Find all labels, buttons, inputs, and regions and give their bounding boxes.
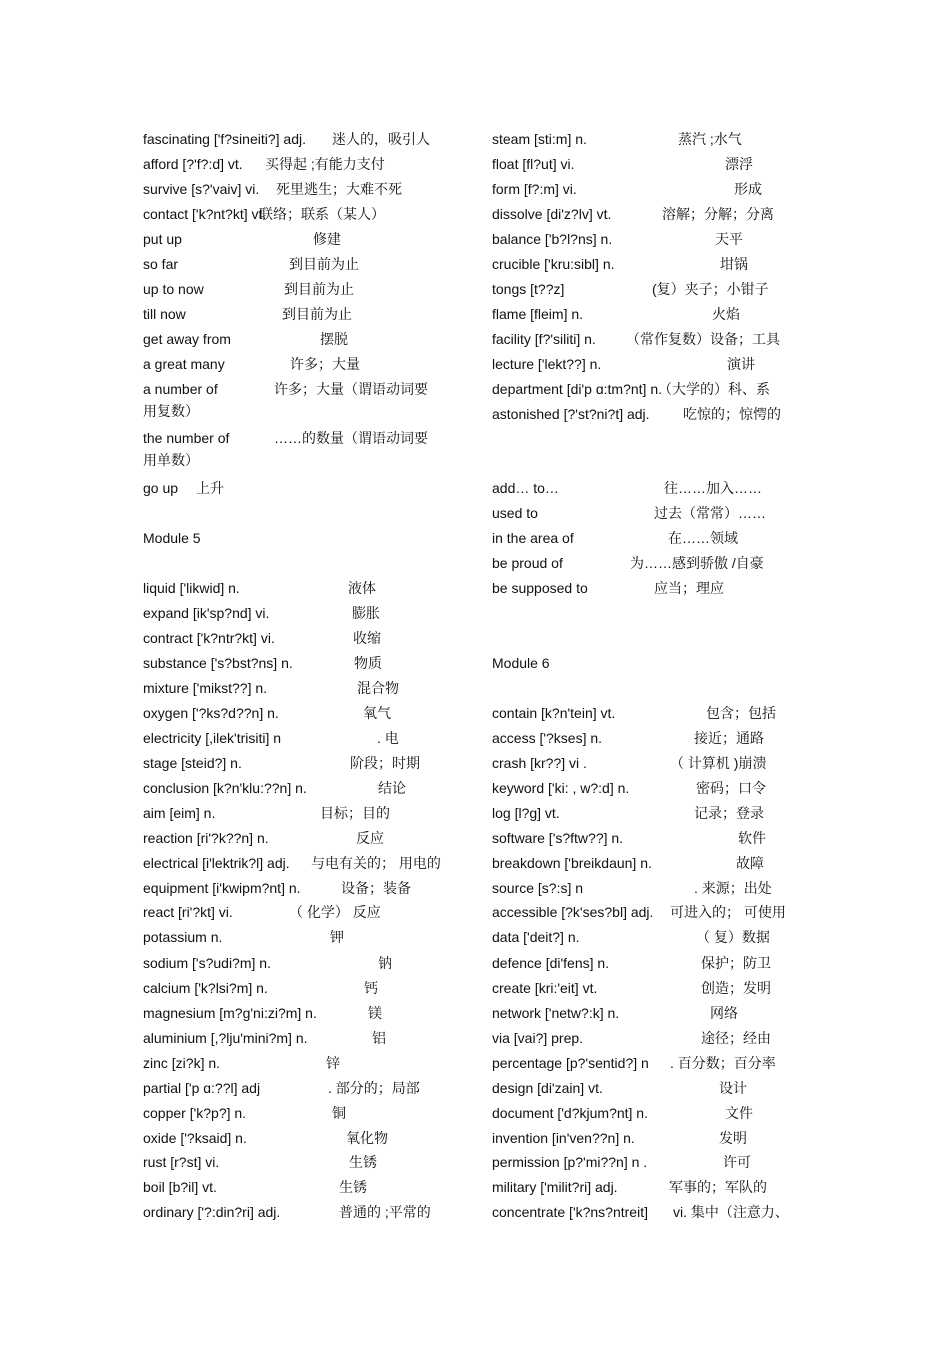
chinese-definition: 可进入的； 可使用 (670, 904, 786, 920)
chinese-definition: 保护；防卫 (701, 955, 771, 971)
english-term: partial ['p ɑ:??l] adj (143, 1080, 261, 1096)
chinese-definition: 接近；通路 (694, 730, 764, 746)
chinese-definition: 形成 (734, 181, 762, 197)
english-term: potassium n. (143, 929, 223, 945)
english-term: military ['milit?ri] adj. (492, 1179, 618, 1195)
english-term: contain [k?n'tein] vt. (492, 705, 616, 721)
english-term: design [di'zain] vt. (492, 1080, 603, 1096)
chinese-definition: 往……加入…… (664, 480, 762, 496)
chinese-definition: 军事的；军队的 (669, 1179, 767, 1195)
english-term: keyword ['ki: , w?:d] n. (492, 780, 630, 796)
chinese-definition: 修建 (313, 231, 341, 247)
chinese-definition: 锌 (326, 1055, 340, 1071)
english-term: astonished [?'st?ni?t] adj. (492, 406, 650, 422)
chinese-definition: 密码；口令 (696, 780, 766, 796)
english-term: equipment [i'kwipm?nt] n. (143, 880, 301, 896)
english-term: software ['s?ftw??] n. (492, 830, 624, 846)
english-term: defence [di'fens] n. (492, 955, 610, 971)
english-term: the number of (143, 430, 230, 446)
definition-continuation: 用单数） (143, 452, 199, 468)
english-term: aluminium [,?lju'mini?m] n. (143, 1030, 308, 1046)
chinese-definition: 买得起 ;有能力支付 (265, 156, 385, 172)
chinese-definition: 创造；发明 (701, 980, 771, 996)
chinese-definition: 上升 (196, 480, 224, 496)
chinese-definition: 蒸汽 ;水气 (678, 131, 742, 147)
chinese-definition: 发明 (719, 1130, 747, 1146)
english-term: add… to… (492, 480, 559, 496)
english-term: survive [s?'vaiv] vi. (143, 181, 260, 197)
chinese-definition: 钙 (364, 980, 378, 996)
english-term: breakdown ['breikdaun] n. (492, 855, 652, 871)
english-term: boil [b?il] vt. (143, 1179, 217, 1195)
chinese-definition: 摆脱 (320, 331, 348, 347)
chinese-definition: 吃惊的；惊愕的 (683, 406, 781, 422)
english-term: liquid ['likwid] n. (143, 580, 240, 596)
chinese-definition: 到目前为止 (289, 256, 359, 272)
chinese-definition: 物质 (354, 655, 382, 671)
english-term: create [kri:'eit] vt. (492, 980, 598, 996)
chinese-definition: 普通的 ;平常的 (339, 1204, 431, 1220)
english-term: contact ['k?nt?kt] vt. (143, 206, 267, 222)
chinese-definition: 网络 (710, 1005, 738, 1021)
chinese-definition: 迷人的，吸引人 (332, 131, 430, 147)
chinese-definition: 途径；经由 (701, 1030, 771, 1046)
chinese-definition: 故障 (736, 855, 764, 871)
chinese-definition: . 百分数；百分率 (670, 1055, 776, 1071)
english-term: afford [?'f?:d] vt. (143, 156, 243, 172)
english-term: dissolve [di'z?lv] vt. (492, 206, 612, 222)
chinese-definition: . 来源；出处 (694, 880, 772, 896)
chinese-definition: 火焰 (712, 306, 740, 322)
chinese-definition: 生锈 (339, 1179, 367, 1195)
chinese-definition: 演讲 (727, 356, 755, 372)
english-term: department [di'p ɑ:tm?nt] n. (492, 381, 662, 397)
english-term: access ['?kses] n. (492, 730, 603, 746)
english-term: mixture ['mikst??] n. (143, 680, 268, 696)
english-term: calcium ['k?lsi?m] n. (143, 980, 268, 996)
chinese-definition: 与电有关的； 用电的 (311, 855, 441, 871)
chinese-definition: 氧化物 (346, 1130, 388, 1146)
chinese-definition: 铜 (332, 1105, 346, 1121)
english-term: float [fl?ut] vi. (492, 156, 575, 172)
english-term: data ['deit?] n. (492, 929, 580, 945)
english-term: contract ['k?ntr?kt] vi. (143, 630, 275, 646)
chinese-definition: 漂浮 (725, 156, 753, 172)
english-term: be proud of (492, 555, 563, 571)
chinese-definition: 反应 (356, 830, 384, 846)
chinese-definition: 目标；目的 (320, 805, 390, 821)
english-term: ordinary ['?:din?ri] adj. (143, 1204, 281, 1220)
chinese-definition: (复）夹子；小钳子 (652, 281, 769, 297)
english-term: till now (143, 306, 186, 322)
english-term: conclusion [k?n'klu:??n] n. (143, 780, 307, 796)
english-term: rust [r?st] vi. (143, 1154, 220, 1170)
english-term: up to now (143, 281, 204, 297)
english-term: electricity [,ilek'trisiti] n (143, 730, 282, 746)
english-term: get away from (143, 331, 231, 347)
english-term: concentrate ['k?ns?ntreit] (492, 1204, 648, 1220)
english-term: balance ['b?l?ns] n. (492, 231, 613, 247)
english-term: stage [steid?] n. (143, 755, 242, 771)
english-term: a number of (143, 381, 218, 397)
english-term: crash [kr??] vi . (492, 755, 587, 771)
chinese-definition: 为……感到骄傲 /自豪 (630, 555, 764, 571)
english-term: go up (143, 480, 179, 496)
chinese-definition: （大学的）科、系 (658, 381, 770, 397)
chinese-definition: 铝 (372, 1030, 386, 1046)
english-term: permission [p?'mi??n] n . (492, 1154, 648, 1170)
english-term: so far (143, 256, 179, 272)
english-term: react [ri'?kt] vi. (143, 904, 233, 920)
english-term: tongs [t??z] (492, 281, 565, 297)
chinese-definition: 阶段；时期 (350, 755, 420, 771)
module-heading: Module 5 (143, 530, 201, 546)
english-term: accessible [?k'ses?bl] adj. (492, 904, 654, 920)
chinese-definition: 应当；理应 (654, 580, 724, 596)
chinese-definition: 许多；大量（谓语动词要 (274, 381, 428, 397)
chinese-definition: 软件 (738, 830, 766, 846)
module-heading: Module 6 (492, 655, 550, 671)
english-term: facility [f?'siliti] n. (492, 331, 596, 347)
english-term: network ['netw?:k] n. (492, 1005, 620, 1021)
definition-continuation: 用复数） (143, 403, 199, 419)
chinese-definition: （ 计算机 )崩溃 (670, 755, 767, 771)
chinese-definition: 包含；包括 (706, 705, 776, 721)
chinese-definition: 到目前为止 (282, 306, 352, 322)
chinese-definition: 溶解；分解；分离 (662, 206, 774, 222)
chinese-definition: （ 化学） 反应 (289, 904, 381, 920)
chinese-definition: . 电 (377, 730, 399, 746)
english-term: invention [in'ven??n] n. (492, 1130, 635, 1146)
chinese-definition: . 部分的；局部 (328, 1080, 420, 1096)
english-term: via [vai?] prep. (492, 1030, 584, 1046)
english-term: zinc [zi?k] n. (143, 1055, 221, 1071)
chinese-definition: （常作复数）设备；工具 (626, 331, 780, 347)
chinese-definition: 许多；大量 (290, 356, 360, 372)
chinese-definition: （ 复）数据 (696, 929, 770, 945)
english-term: fascinating ['f?sineiti?] adj. (143, 131, 306, 147)
english-term: substance ['s?bst?ns] n. (143, 655, 293, 671)
english-term: used to (492, 505, 538, 521)
english-term: oxide ['?ksaid] n. (143, 1130, 247, 1146)
english-term: crucible ['kru:sibl] n. (492, 256, 615, 272)
english-term: expand [ik'sp?nd] vi. (143, 605, 270, 621)
chinese-definition: 生锈 (349, 1154, 377, 1170)
english-term: be supposed to (492, 580, 588, 596)
english-term: electrical [i'lektrik?l] adj. (143, 855, 290, 871)
english-term: source [s?:s] n (492, 880, 584, 896)
chinese-definition: 到目前为止 (284, 281, 354, 297)
english-term: log [l?g] vt. (492, 805, 560, 821)
chinese-definition: 过去（常常）…… (654, 505, 766, 521)
chinese-definition: 设备；装备 (341, 880, 411, 896)
chinese-definition: 收缩 (353, 630, 381, 646)
chinese-definition: 膨胀 (352, 605, 380, 621)
chinese-definition: ……的数量（谓语动词要 (274, 430, 428, 446)
chinese-definition: 联络；联系（某人） (259, 206, 385, 222)
english-term: aim [eim] n. (143, 805, 216, 821)
chinese-definition: 镁 (368, 1005, 382, 1021)
chinese-definition: 坩锅 (720, 256, 748, 272)
chinese-definition: 混合物 (357, 680, 399, 696)
chinese-definition: 液体 (348, 580, 376, 596)
chinese-definition: 设计 (719, 1080, 747, 1096)
chinese-definition: 记录；登录 (694, 805, 764, 821)
english-term: lecture ['lekt??] n. (492, 356, 602, 372)
english-term: reaction [ri'?k??n] n. (143, 830, 269, 846)
english-term: sodium ['s?udi?m] n. (143, 955, 271, 971)
chinese-definition: vi. 集中（注意力、 (673, 1204, 789, 1220)
english-term: a great many (143, 356, 225, 372)
english-term: oxygen ['?ks?d??n] n. (143, 705, 279, 721)
english-term: form [f?:m] vi. (492, 181, 577, 197)
chinese-definition: 结论 (378, 780, 406, 796)
english-term: flame [fleim] n. (492, 306, 584, 322)
english-term: magnesium [m?g'ni:zi?m] n. (143, 1005, 317, 1021)
chinese-definition: 在……领域 (668, 530, 738, 546)
chinese-definition: 钠 (378, 955, 392, 971)
chinese-definition: 天平 (715, 231, 743, 247)
english-term: copper ['k?p?] n. (143, 1105, 247, 1121)
chinese-definition: 死里逃生；大难不死 (276, 181, 402, 197)
chinese-definition: 钾 (330, 929, 344, 945)
chinese-definition: 许可 (723, 1154, 751, 1170)
english-term: put up (143, 231, 182, 247)
english-term: percentage [p?'sentid?] n (492, 1055, 649, 1071)
chinese-definition: 氧气 (363, 705, 391, 721)
english-term: steam [sti:m] n. (492, 131, 587, 147)
chinese-definition: 文件 (725, 1105, 753, 1121)
english-term: in the area of (492, 530, 574, 546)
english-term: document ['d?kjum?nt] n. (492, 1105, 648, 1121)
